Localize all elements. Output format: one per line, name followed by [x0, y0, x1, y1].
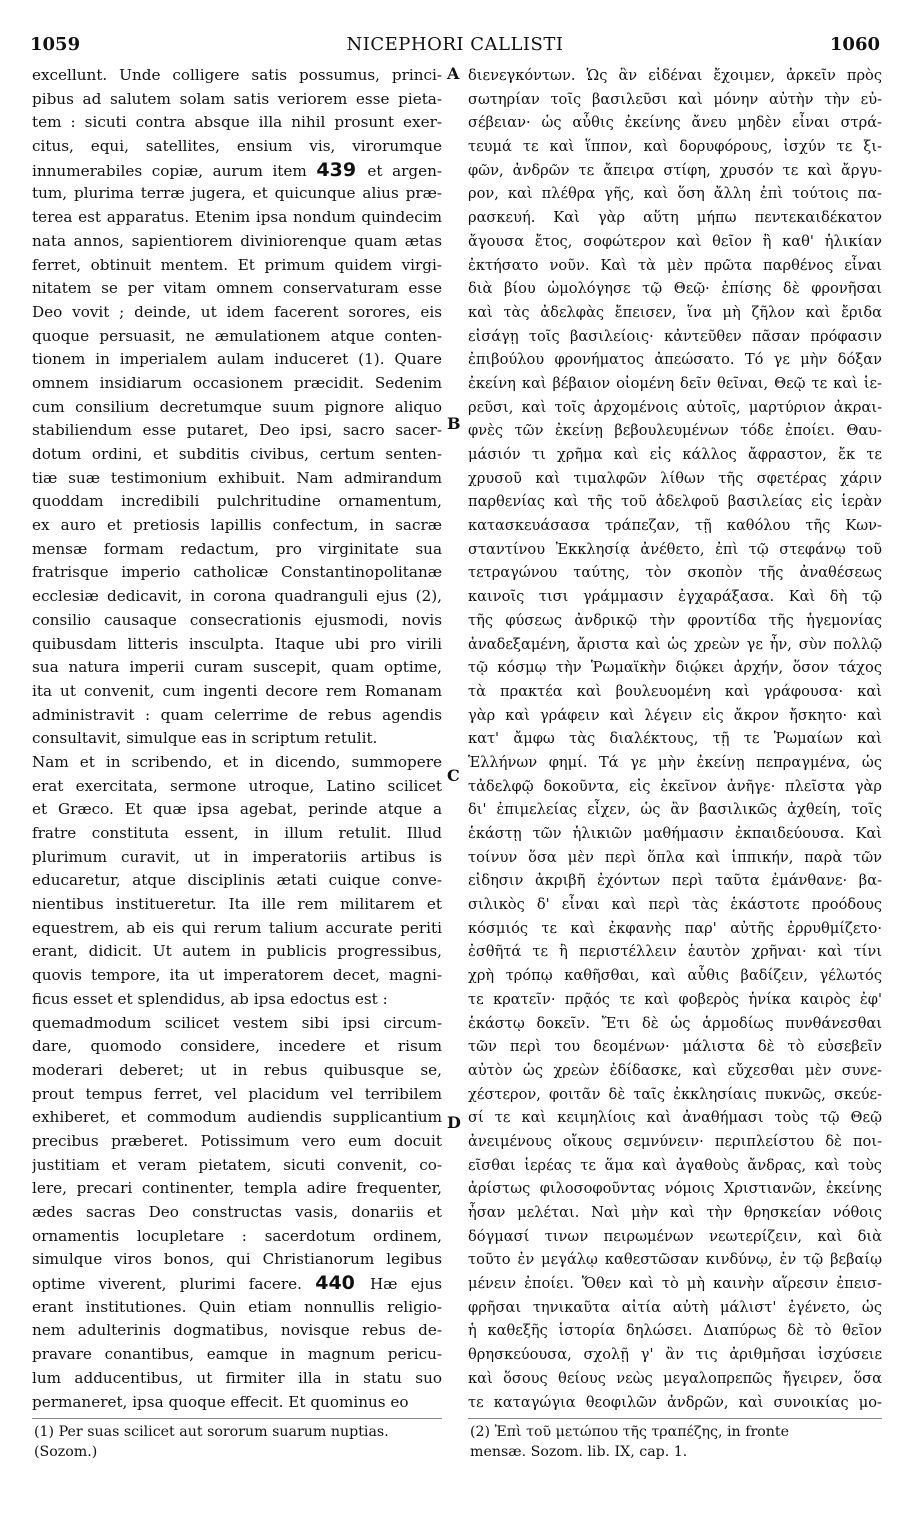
section-marker-d: D — [447, 1113, 461, 1132]
latin-line: simulque viros bonos, qui Christianorum legibus — [32, 1250, 442, 1269]
greek-line: φῶν, ἀνδρῶν τε ἄπειρα στίφη, χρυσόν τε καὶ ἄργυ- — [468, 161, 882, 179]
latin-line: quoddam incredibili pulchritudine ornamentum, — [32, 492, 442, 511]
greek-line: εἰδησιν ἀκριβῆ ἐχόντων περὶ ταῦτα ἐμάνθανε· βα- — [468, 872, 882, 890]
latin-line: precibus præberet. Potissimum vero eum docuit — [32, 1131, 442, 1150]
latin-line: tum, plurima terræ jugera, et quicunque alius præ- — [32, 184, 442, 203]
latin-line: quoque persuasit, ne æmulationem atque conten- — [32, 326, 442, 345]
greek-line: χρυσοῦ καὶ τιμαλφῶν λίθων τῆς σφετέρας χάριν — [468, 469, 882, 487]
greek-line: ἡ καθεξῆς ἱστορία δηλώσει. Διαπύρως δὲ τὸ θεῖον — [468, 1322, 882, 1340]
greek-line: ἐκτήσατο νοῦν. Καὶ τὰ μὲν πρῶτα παρθένος εἶναι — [468, 256, 882, 274]
latin-line: fratrisque imperio catholicæ Constantinopolitanæ — [32, 563, 442, 582]
latin-line: plurimum curavit, ut in imperatoriis artibus is — [32, 847, 442, 866]
greek-line: τῷ κόσμῳ τὴν Ῥωμαϊκὴν διῴκει ἀρχήν, ὅσον τάχος — [468, 659, 882, 677]
latin-line: ex auro et pretiosis lapillis confectum, in sacræ — [32, 516, 442, 535]
greek-line: εῖσθαι ἱερέας τε ἅμα καὶ ἀγαθοὺς ἄνδρας, καὶ τοὺς — [468, 1156, 882, 1174]
page-number-left: 1059 — [30, 34, 81, 55]
greek-line: εἰσάγῃ τοῖς βασιλείοις· κἀντεῦθεν πᾶσαν πρόφασιν — [468, 327, 882, 345]
latin-line: pibus ad salutem solam satis veriorem esse pieta- — [32, 89, 442, 108]
section-marker-b: B — [447, 414, 461, 433]
latin-line: excellunt. Unde colligere satis possumus, princi- — [32, 66, 442, 84]
greek-line: μένειν ἐποίει. Ὅθεν καὶ τὸ μὴ καινὴν αἵρεσιν ἐπεισ- — [468, 1275, 882, 1293]
latin-line: lere, precari continenter, templa adire frequenter, — [32, 1179, 442, 1198]
footnote-right-line2: mensæ. Sozom. lib. IX, cap. 1. — [470, 1444, 688, 1460]
latin-line: ita ut convenit, cum ingenti decore rem Romanam — [32, 681, 442, 700]
latin-line: permaneret, ipsa quoque effecit. Et quominus eo — [32, 1392, 409, 1411]
latin-line: tionem in imperialem aulam induceret (1). Quare — [32, 350, 442, 369]
latin-line: ædes sacras Deo constructas vasis, donariis et — [32, 1203, 442, 1221]
latin-line: Nam et in scribendo, et in dicendo, summopere — [32, 752, 442, 771]
greek-line: μάσιόν τι χρῆμα καὶ εἰς κάλλος ἄφραστον, ἔκ τε — [468, 446, 882, 463]
greek-line: ἐκείνη καὶ βέβαιον οἰομένη δεῖν θεῖναι, Θεῷ τε καὶ ἱε- — [468, 374, 882, 392]
page-number-right: 1060 — [829, 34, 880, 55]
latin-line: equestrem, ab eis qui rerum talium accurate periti — [32, 918, 442, 937]
line-continuation: et argen- — [367, 161, 442, 180]
latin-line: quovis tempore, ita ut imperatorem decet, magni- — [32, 966, 442, 985]
greek-line: διὰ βίου ὡμολόγησε τῷ Θεῷ· ἐπίσης δὲ φρονῆσαι — [468, 280, 882, 298]
greek-line: τοίνυν ὅσα μὲν περὶ ὅπλα καὶ ἱππικήν, παρὰ τῶν — [468, 848, 882, 866]
latin-line: Deo vovit ; deinde, ut idem facerent sorores, eis — [32, 302, 442, 321]
latin-line: educaretur, atque disciplinis ætati cuique conve- — [32, 871, 442, 890]
greek-line: φρῆσαι τηνικαῦτα αἰτία αὐτὴ μάλιστ' ἐγένετο, ὡς — [468, 1298, 882, 1316]
greek-line: τοῦτο ἐν μεγάλῳ καθεστῶσαν κινδύνῳ, ἐν τῷ βεβαίῳ — [468, 1251, 882, 1269]
greek-line: ἑκάστῃ τῶν ἡλικιῶν μαθήμασιν ἐκπαιδεύουσα. Καὶ — [468, 825, 882, 842]
latin-line: omnem insidiarum occasionem præcidit. Sedenim — [32, 373, 442, 392]
latin-line: consultavit, simulque eas in scriptum retulit. — [32, 729, 378, 748]
latin-line: erat exercitata, sermone utroque, Latino scilicet — [32, 776, 442, 795]
latin-line: innumerabiles copiæ, aurum item 439 et argen- — [32, 158, 442, 181]
latin-column — [32, 64, 442, 1414]
greek-line: σί τε καὶ κειμηλίοις καὶ ἀναθήμασι τοὺς τῷ Θεῷ — [468, 1109, 882, 1127]
greek-line: ἐσθῆτά τε ἢ περιστέλλειν ἑαυτὸν χρῆναι· καὶ τίνι — [468, 943, 882, 961]
latin-line: et Græco. Et quæ ipsa agebat, perinde atque a — [32, 800, 442, 819]
greek-column — [468, 64, 882, 1414]
latin-line: moderari deberet; ut in rebus quibusque se, — [32, 1060, 442, 1079]
greek-line: κατασκευάσασα τράπεζαν, τῇ καθόλου τῆς Κων- — [468, 517, 882, 535]
greek-line: δόγμασί τινων πειρωμένων νεωτερίζειν, καὶ διὰ — [468, 1227, 882, 1245]
greek-line: φνὲς τῶν ἐκείνῃ βεβουλευμένων τόδε ἐποίει. Θαυ- — [468, 422, 882, 440]
latin-line: ficus esset et splendidus, ab ipsa edoctus est : — [32, 989, 388, 1008]
greek-line: τῶν περὶ του δεομένων· μάλιστα δὲ τὸ εὐσεβεῖν — [468, 1038, 882, 1056]
greek-line: γὰρ καὶ γράφειν καὶ λέγειν εἰς ἄκρον ἤσκητο· καὶ — [468, 706, 882, 724]
latin-line: exhiberet, et commodum audiendis supplicantium — [32, 1108, 442, 1127]
latin-line: ferret, obtinuit mentem. Et primum quidem virgi- — [32, 255, 442, 274]
footnote-right-line1: (2) Ἐπὶ τοῦ μετώπου τῆς τραπέζης, in fronte — [470, 1424, 790, 1440]
section-marker-c: C — [447, 766, 460, 785]
footnote-right — [470, 1422, 789, 1462]
latin-line: ornamentis locupletare : sacerdotum ordinem, — [32, 1226, 442, 1245]
greek-line: ρον, καὶ πλέθρα γῆς, καὶ ὅση ἄλλη ἐπὶ τούτοις πα- — [468, 185, 882, 203]
greek-line: παρθενίας καὶ τῆς τοῦ ἀδελφοῦ βασιλείας εἰς ἱερὰν — [468, 493, 882, 511]
column-number: 440 — [315, 1272, 370, 1295]
latin-line: consilio causaque consecrationis ejusmodi, novis — [32, 610, 442, 629]
latin-line: tiæ suæ testimonium exhibuit. Nam admirandum — [32, 468, 442, 487]
latin-line: dare, quomodo considere, incedere et risum — [32, 1037, 442, 1056]
latin-line: lum adducentibus, ut firmiter illa in statu suo — [32, 1368, 442, 1387]
column-number: 439 — [316, 158, 368, 181]
latin-line: stabiliendum esse putaret, Deo ipsi, sacro sacer- — [32, 421, 442, 440]
footnote-rule-right — [468, 1418, 882, 1419]
greek-line: καὶ ὅσους θείους νεὼς μεγαλοπρεπῶς ἤγειρεν, ὅσα — [468, 1369, 882, 1387]
greek-line: τε καταγώγια θεοφιλῶν ἀνδρῶν, καὶ συνοικίας μο- — [468, 1393, 882, 1411]
latin-line: nem adulterinis dogmatibus, novisque rebus de- — [32, 1321, 442, 1340]
greek-line: ἦσαν μελέται. Ναὶ μὴν καὶ τὴν θρησκείαν νόθοις — [468, 1204, 882, 1221]
greek-line: τὰ πρακτέα καὶ βουλευομένη καὶ γράφουσα· καὶ — [468, 682, 882, 700]
greek-line: τἀδελφῷ δοκοῦντα, εἰς ἐκεῖνον ἀνῆγε· πλεῖστα γὰρ — [468, 777, 882, 795]
latin-line: fratre constituta essent, in illum retulit. Illud — [32, 824, 442, 842]
latin-line: quemadmodum scilicet vestem sibi ipsi circum- — [32, 1013, 442, 1032]
footnote-left-line2: (Sozom.) — [34, 1444, 98, 1460]
greek-line: τε κρατεῖν· πρᾷός τε καὶ φοβερὸς ἡνίκα καιρὸς ἐφ' — [468, 990, 882, 1008]
greek-line: δι' ἐπιμελείας εἶχεν, ὡς ἂν βασιλικῶς ἀχθείη, τοῖς — [468, 801, 882, 819]
greek-line: ἄγουσα ἔτος, σοφώτερον καὶ θεῖον ἢ καθ' ἡλικίαν — [468, 232, 882, 250]
greek-line: Ἑλλήνων φημί. Τά γε μὴν ἐκείνῃ πεπραγμένα, ὡς — [468, 753, 882, 771]
latin-line: erant institutiones. Quin etiam nonnullis religio- — [32, 1297, 442, 1316]
greek-line: διενεγκόντων. Ὡς ἂν εἰδέναι ἔχοιμεν, ἀρκεῖν πρὸς — [468, 67, 882, 84]
greek-line: τετραγώνου ταύτης, τὸν σκοπὸν τῆς ἀναθέσεως — [468, 564, 882, 582]
greek-line: σιλικὸς δ' εἶναι καὶ περὶ τὰς ἑκάστοτε προόδους — [468, 896, 882, 914]
section-marker-a: A — [447, 64, 460, 83]
greek-line: ἐπιβούλου φρονήματος ἀπεώσατο. Τό γε μὴν δόξαν — [468, 351, 882, 369]
latin-line: dotum ordini, et subditis civibus, certum senten- — [32, 445, 442, 463]
greek-line: σταντίνου Ἐκκλησίᾳ ἀνέθετο, ἐπὶ τῷ στεφάνῳ τοῦ — [468, 540, 882, 558]
footnote-rule-left — [32, 1418, 442, 1419]
greek-line: ἀνειμένους οἴκους σεμνύνειν· περιπλείστου δὲ ποι- — [468, 1132, 882, 1150]
greek-line: τευμά τε καὶ ἵππον, καὶ δορυφόρους, ἰσχύν τε ξι- — [468, 138, 882, 156]
greek-line: καινοῖς τισι γράμμασιν ἐγχαράξασα. Καὶ δὴ τῷ — [468, 588, 882, 606]
greek-line: αὐτὸν ὡς χρεὼν ἐδίδασκε, καὶ εὔχεσθαι μὲν συνε- — [468, 1061, 882, 1079]
greek-line: ρεῦσι, καὶ τοῖς ἀρχομένοις αὐτοῖς, μαρτύριον ἀκραι- — [468, 398, 882, 416]
greek-line: τῆς φύσεως ἀνδρικῷ τὴν φροντίδα τῆς ἡγεμονίας — [468, 611, 882, 629]
footnote-left-line1: (1) Per suas scilicet aut sororum suarum nuptias. — [34, 1424, 389, 1440]
greek-line: καὶ τὰς ἀδελφὰς ἔπεισεν, ἵνα μὴ ζῆλον καὶ ἔριδα — [468, 303, 882, 321]
latin-line: nata annos, sapientiorem diviniorenque quam ætas — [32, 231, 442, 250]
greek-line: χρὴ τρόπῳ καθῆσθαι, καὶ αὖθις βαδίζειν, γέλωτός — [468, 967, 882, 985]
greek-line: ἀναδεξαμένη, ἄριστα καὶ ὡς χρεὼν γε ἦν, σὺν πολλῷ — [468, 635, 882, 653]
latin-line: ecclesiæ dedicavit, in corona quadranguli ejus (2), — [32, 587, 442, 606]
greek-line: ρασκευή. Καὶ γὰρ αὕτη μήπω πεντεκαιδέκατον — [468, 209, 882, 227]
latin-line: erant, didicit. Ut autem in publicis progressibus, — [32, 942, 442, 961]
footnote-left — [34, 1422, 389, 1462]
latin-line: terea est apparatus. Etenim ipsa nondum quindecim — [32, 208, 442, 227]
latin-line: mensæ formam redactum, pro virginitate sua — [32, 539, 442, 558]
greek-line: κόσμιός τε καὶ ἐκφανὴς παρ' αὐτῆς ἐρρυθμίζετο· — [468, 919, 882, 937]
greek-line: ἀρίστως φιλοσοφοῦντας νόμοις Χριστιανῶν, ἐκείνης — [468, 1180, 882, 1198]
latin-line: citus, equi, satellites, ensium vis, virorumque — [32, 137, 442, 156]
greek-line: σέβειαν· ὡς αὖθις ἐκείνης ἄνευ μηδὲν εἶναι στρά- — [468, 114, 882, 132]
latin-line: justitiam et veram pietatem, sicuti convenit, co- — [32, 1155, 442, 1174]
page-header — [30, 34, 880, 64]
running-title: NICEPHORI CALLISTI — [346, 34, 564, 55]
latin-line: nitatem se per vitam omnem conservaturam esse — [32, 279, 442, 298]
latin-line: sua natura imperii curam suscepit, quam optime, — [32, 658, 442, 677]
greek-line: σωτηρίαν τοῖς βασιλεῦσι καὶ μόνην αὐτὴν τὴν εὐ- — [468, 90, 882, 108]
greek-line: χέστερον, φοιτᾶν δὲ ταῖς ἐκκλησίαις πυκνῶς, σκεύε- — [468, 1085, 882, 1103]
latin-line: pravare conantibus, eamque in magnum pericu- — [32, 1345, 442, 1364]
greek-line: κατ' ἄμφω τὰς διαλέκτους, τῇ τε Ῥωμαίων καὶ — [468, 730, 882, 748]
latin-line: administravit : quam celerrime de rebus agendis — [32, 705, 442, 724]
latin-line: quibusdam litteris insculpta. Itaque ubi pro virili — [32, 634, 442, 653]
line-continuation: Hæ ejus — [369, 1275, 442, 1294]
latin-line: prout tempus ferret, vel placidum vel terribilem — [32, 1084, 442, 1103]
latin-line: optime viverent, plurimi facere. 440 Hæ ejus — [32, 1272, 442, 1295]
latin-line: cum consilium decretumque suum pignore aliquo — [32, 397, 442, 416]
latin-line: nientibus institueretur. Ita ille rem militarem et — [32, 895, 442, 914]
greek-line: ἑκάστῳ δοκεῖν. Ἔτι δὲ ὡς ἁρμοδίως πυνθάνεσθαι — [468, 1014, 882, 1032]
latin-line: tem : sicuti contra absque illa nihil prosunt exer- — [32, 113, 442, 132]
greek-line: θρησκεύουσα, σχολῇ γ' ἂν τις ἀριθμῆσαι ἰσχύσειε — [468, 1346, 882, 1364]
